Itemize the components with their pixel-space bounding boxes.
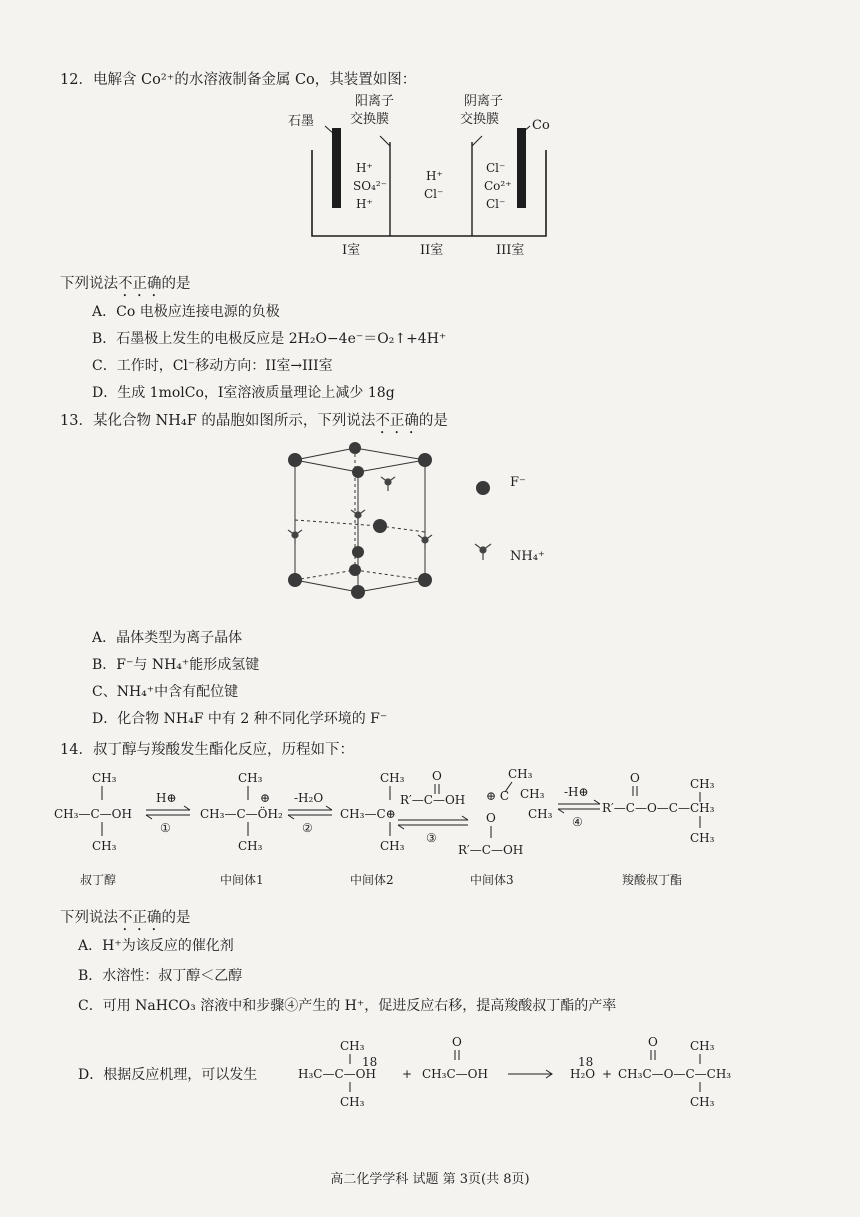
svg-text:CH₃: CH₃ bbox=[690, 1039, 715, 1053]
svg-text:CH₃: CH₃ bbox=[690, 777, 715, 791]
svg-text:+: + bbox=[402, 1067, 413, 1081]
label-anion-membrane-1: 阴离子 bbox=[464, 94, 504, 109]
svg-text:CH₃: CH₃ bbox=[238, 771, 263, 785]
q13-option-b: B．F⁻与 NH₄⁺能形成氢键 bbox=[92, 657, 260, 673]
name-intermediate-2: 中间体2 bbox=[350, 873, 394, 887]
q13-stem-post: 的是 bbox=[418, 413, 448, 429]
label-cation-membrane-2: 交换膜 bbox=[350, 112, 390, 127]
q13-stem bbox=[60, 409, 448, 437]
q12-option-a: A．Co 电极应连接电源的负极 bbox=[92, 304, 280, 320]
legend-nh4-label: NH₄⁺ bbox=[510, 549, 545, 564]
svg-text:CH₃: CH₃ bbox=[380, 771, 405, 785]
q14-prompt-pre: 下列说法 bbox=[60, 910, 118, 926]
svg-text:CH₃: CH₃ bbox=[238, 839, 263, 853]
nh4f-unit-cell-diagram bbox=[270, 440, 570, 625]
step4-label: ④ bbox=[572, 815, 583, 829]
legend-f-label: F⁻ bbox=[510, 475, 526, 490]
svg-text:⊕: ⊕ bbox=[260, 791, 271, 805]
label-co: Co bbox=[532, 118, 550, 133]
svg-text:CH₃: CH₃ bbox=[508, 767, 533, 781]
q13-stem-pre: 13．某化合物 NH₄F 的晶胞如图所示，下列说法 bbox=[60, 413, 376, 429]
svg-text:O: O bbox=[648, 1035, 658, 1049]
q12-prompt-pre: 下列说法 bbox=[60, 276, 118, 292]
step3-label: ③ bbox=[426, 831, 437, 845]
svg-text:H₂O: H₂O bbox=[570, 1067, 596, 1081]
room3-ion-3: Cl⁻ bbox=[486, 197, 506, 211]
room1-ion-1: H⁺ bbox=[356, 161, 373, 175]
svg-text:⊕ C: ⊕ C bbox=[486, 789, 510, 803]
q14-prompt bbox=[60, 906, 191, 934]
esterification-mechanism-diagram bbox=[50, 760, 770, 900]
svg-text:CH₃: CH₃ bbox=[520, 787, 545, 801]
room3-label: III室 bbox=[496, 243, 525, 258]
svg-text:R′—C—OH: R′—C—OH bbox=[458, 843, 524, 857]
svg-text:CH₃: CH₃ bbox=[528, 807, 553, 821]
q13-stem-emph: 不正确 bbox=[375, 413, 419, 429]
q13-option-a: A．晶体类型为离子晶体 bbox=[92, 630, 243, 646]
svg-text:CH₃: CH₃ bbox=[340, 1039, 365, 1053]
room3-ion-1: Cl⁻ bbox=[486, 161, 506, 175]
svg-text:CH₃: CH₃ bbox=[690, 1095, 715, 1109]
step4-reagent: -H⊕ bbox=[564, 785, 589, 799]
svg-text:CH₃—C—ÖH₂: CH₃—C—ÖH₂ bbox=[200, 807, 283, 821]
step2-reagent: -H₂O bbox=[294, 791, 324, 805]
step1-label: ① bbox=[160, 821, 171, 835]
q14-option-b: B．水溶性：叔丁醇＜乙醇 bbox=[78, 968, 243, 984]
room2-ion-1: H⁺ bbox=[426, 169, 443, 183]
svg-text:O: O bbox=[432, 769, 442, 783]
svg-text:18: 18 bbox=[362, 1055, 378, 1069]
svg-text:CH₃—C⊕: CH₃—C⊕ bbox=[340, 807, 396, 821]
q12-prompt-emph: 不正确 bbox=[118, 276, 162, 292]
q12-prompt bbox=[60, 272, 191, 300]
svg-text:CH₃C—O—C—CH₃: CH₃C—O—C—CH₃ bbox=[618, 1067, 732, 1081]
label-anion-membrane-2: 交换膜 bbox=[460, 112, 500, 127]
svg-text:O: O bbox=[630, 771, 640, 785]
svg-text:CH₃C—OH: CH₃C—OH bbox=[422, 1067, 488, 1081]
room1-ion-3: H⁺ bbox=[356, 197, 373, 211]
q14-option-a: A．H⁺为该反应的催化剂 bbox=[78, 938, 234, 954]
svg-text:+: + bbox=[602, 1067, 613, 1081]
svg-text:O: O bbox=[486, 811, 496, 825]
svg-text:CH₃: CH₃ bbox=[92, 771, 117, 785]
room3-ion-2: Co²⁺ bbox=[484, 179, 512, 193]
q14-option-c: C．可用 NaHCO₃ 溶液中和步骤④产生的 H⁺，促进反应右移，提高羧酸叔丁酯的产率 bbox=[78, 998, 617, 1014]
room2-label: II室 bbox=[420, 243, 444, 258]
room2-ion-2: Cl⁻ bbox=[424, 187, 444, 201]
q12-option-c: C．工作时，Cl⁻移动方向：II室→III室 bbox=[92, 358, 333, 374]
q12-option-b: B．石墨极上发生的电极反应是 2H₂O−4e⁻＝O₂↑+4H⁺ bbox=[92, 331, 447, 347]
svg-text:18: 18 bbox=[578, 1055, 594, 1069]
svg-text:H₃C—C—OH: H₃C—C—OH bbox=[298, 1067, 376, 1081]
svg-text:CH₃: CH₃ bbox=[380, 839, 405, 853]
option-d-equation bbox=[290, 1030, 770, 1120]
q13-option-d: D．化合物 NH₄F 中有 2 种不同化学环境的 F⁻ bbox=[92, 711, 388, 727]
svg-text:CH₃: CH₃ bbox=[92, 839, 117, 853]
q14-option-d: D．根据反应机理，可以发生 bbox=[78, 1067, 258, 1083]
name-tert-butanol: 叔丁醇 bbox=[80, 873, 117, 887]
electrolysis-cell-diagram bbox=[280, 92, 580, 262]
q14-prompt-emph: 不正确 bbox=[118, 910, 162, 926]
label-cation-membrane-1: 阳离子 bbox=[355, 94, 395, 109]
q14-prompt-post: 的是 bbox=[161, 910, 191, 926]
room1-label: I室 bbox=[342, 243, 361, 258]
label-graphite: 石墨 bbox=[288, 114, 315, 129]
svg-text:O: O bbox=[452, 1035, 462, 1049]
page-footer: 高二化学学科 试题 第 3页(共 8页) bbox=[330, 1172, 530, 1187]
svg-text:CH₃: CH₃ bbox=[340, 1095, 365, 1109]
svg-text:CH₃—C—OH: CH₃—C—OH bbox=[54, 807, 132, 821]
svg-text:CH₃: CH₃ bbox=[690, 831, 715, 845]
step2-label: ② bbox=[302, 821, 313, 835]
q12-option-d: D．生成 1molCo，I室溶液质量理论上减少 18g bbox=[92, 385, 395, 401]
svg-text:R′—C—O—C—CH₃: R′—C—O—C—CH₃ bbox=[602, 801, 715, 815]
svg-text:R′—C—OH: R′—C—OH bbox=[400, 793, 466, 807]
name-intermediate-1: 中间体1 bbox=[220, 873, 264, 887]
name-tert-butyl-ester: 羧酸叔丁酯 bbox=[622, 873, 683, 887]
room1-ion-2: SO₄²⁻ bbox=[353, 179, 388, 193]
name-intermediate-3: 中间体3 bbox=[470, 873, 514, 887]
q12-stem: 12．电解含 Co²⁺的水溶液制备金属 Co，其装置如图： bbox=[60, 72, 417, 88]
q12-prompt-post: 的是 bbox=[161, 276, 191, 292]
step1-reagent: H⊕ bbox=[156, 791, 177, 805]
q14-stem: 14．叔丁醇与羧酸发生酯化反应，历程如下： bbox=[60, 742, 354, 758]
q13-option-c: C、NH₄⁺中含有配位键 bbox=[92, 684, 239, 700]
